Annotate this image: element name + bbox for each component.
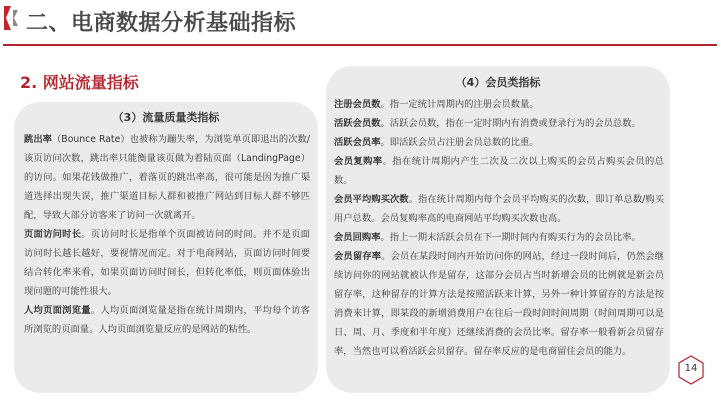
page-number: 14 [684, 363, 698, 374]
slide-title: 二、电商数据分析基础指标 [26, 11, 297, 36]
paragraph [334, 247, 664, 361]
card-body [334, 95, 664, 361]
paragraph [334, 228, 664, 247]
term: 会员留存率 [334, 251, 382, 262]
page-number-badge [676, 355, 706, 385]
term: 页面访问时长 [24, 229, 82, 240]
definition: 。即活跃会员占注册会员总数的比重。 [380, 137, 539, 148]
term: 会员复购率 [334, 156, 383, 167]
definition: 。指上一期末活跃会员在下一期时间内有购买行为的会员比率。 [380, 232, 641, 243]
paragraph [334, 95, 664, 114]
term: 会员平均购买次数 [334, 194, 409, 205]
paragraph [334, 152, 664, 190]
term: 人均页面浏览量 [24, 305, 91, 316]
paragraph [334, 190, 664, 228]
title-divider [3, 44, 717, 46]
definition: （Bounce Rate）也被称为蹦失率，为浏览单页即退出的次数/该页访问次数，跳出率只能衡量该页做为着陆页面（LandingPage）的访问。如果花钱做推广，着落页的跳出率高，很可能是因为推广渠道选择出现失误，推广渠道目标人群和被推广网站到目标人群不够匹配，导致大部分访客来了访问一次就离开。 [24, 134, 310, 221]
term: 跳出率 [24, 134, 52, 145]
card-body [24, 130, 310, 339]
definition: 。页访问时长是指单个页面被访问的时间。并不是页面访问时长越长越好，要视情况而定。对于电商网站，页面访问时间要结合转化率来看，如果页面访问时间长，但转化率低，则页面体验出现问题的可能性很大。 [24, 229, 310, 297]
paragraph [334, 114, 664, 133]
paragraph [24, 130, 310, 225]
definition: 。活跃会员数，指在一定时期内有消费或登录行为的会员总数。 [380, 118, 641, 129]
card-title: （4）会员类指标 [455, 76, 541, 89]
card-title: （3）流量质量类指标 [112, 111, 220, 124]
definition: 。指在统计周期内每个会员平均购买的次数，即订单总数/购买用户总数。会员复购率高的电商网站平均购买次数也高。 [334, 194, 664, 224]
paragraph [334, 133, 664, 152]
definition: 。会员在某段时间内开始访问你的网站，经过一段时间后，仍然会继续访问你的网站就被认作是留存，这部分会员占当时新增会员的比例就是新会员留存率，这种留存的计算方法是按照活跃来计算，另外一种计算留存的方法是按消费来计算，即某段的新增消费用户在往后一段时间时间周期（时间周期可以是日、周、月、季度和半年度）还继续消费的会员比率。留存率一般看新会员留存率，当然也可以看活跃会员留存。留存率反应的是电商留住会员的能力。 [334, 251, 664, 357]
paragraph [24, 225, 310, 301]
flow-quality-card [14, 102, 318, 393]
definition: 。人均页面浏览量是指在统计周期内，平均每个访客所浏览的页面量。人均页面浏览量反应的是网站的粘性。 [24, 305, 310, 335]
definition: 。指一定统计周期内的注册会员数量。 [380, 99, 539, 110]
member-metrics-card [326, 66, 670, 393]
term: 活跃会员数 [334, 118, 381, 129]
term: 会员回购率 [334, 232, 381, 243]
term: 活跃会员率 [334, 137, 381, 148]
paragraph [24, 301, 310, 339]
section-title: 2. 网站流量指标 [20, 73, 139, 92]
definition: 。指在统计周期内产生二次及二次以上购买的会员占购买会员的总数。 [334, 156, 664, 186]
logo [3, 4, 23, 32]
term: 注册会员数 [334, 99, 381, 110]
